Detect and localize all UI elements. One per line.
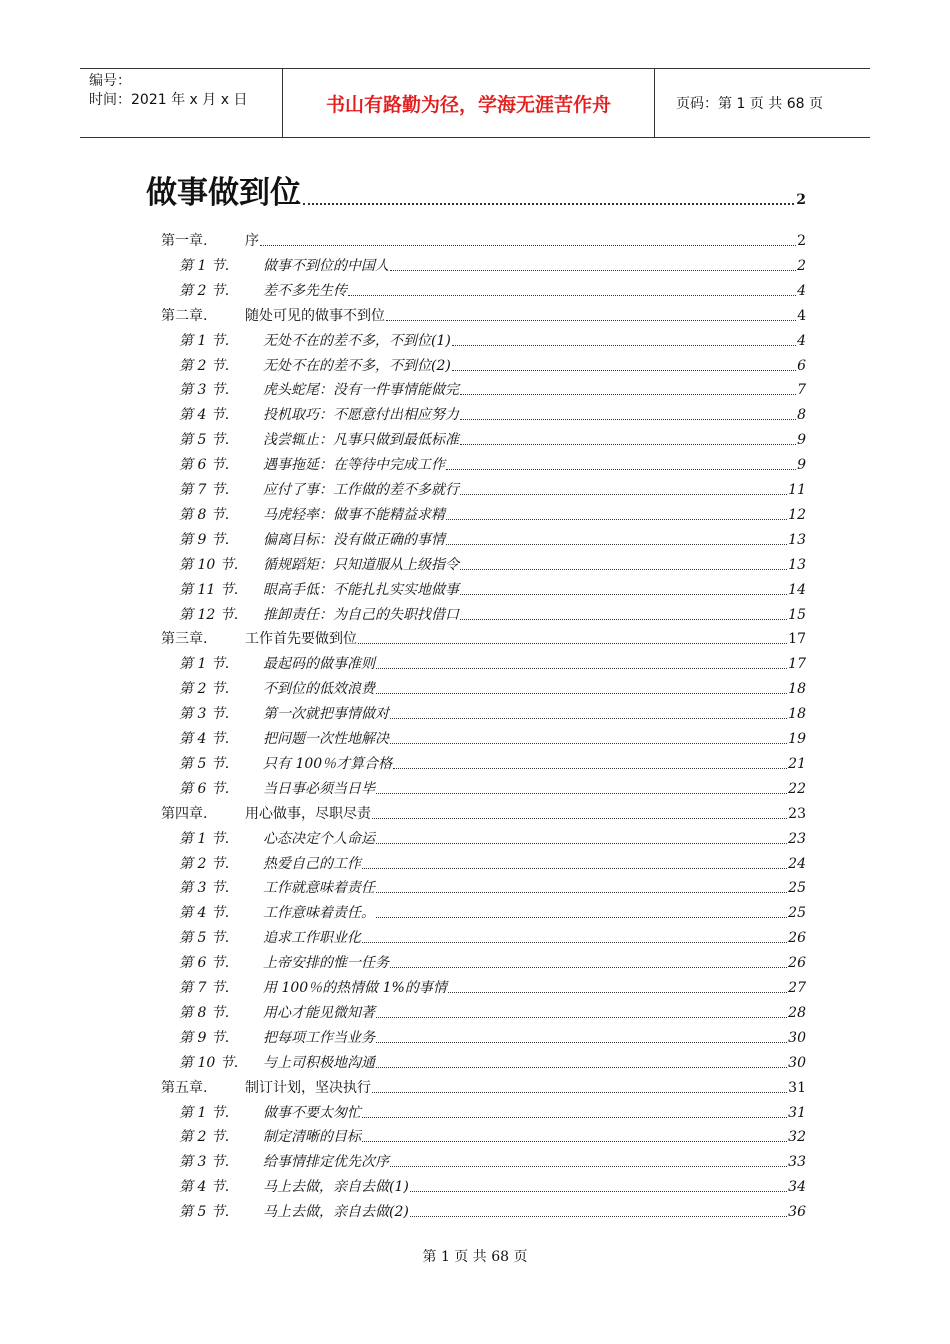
toc-entry-number: 第 6 节. (179, 780, 230, 797)
toc-entry-number: 第 2 节. (179, 681, 230, 698)
toc-entry-page: 15 (788, 606, 806, 623)
toc-section-entry[interactable] (179, 849, 806, 874)
toc-entry-number: 第 1 节. (179, 257, 230, 274)
toc-entry-number: 第 3 节. (179, 1154, 230, 1171)
toc-section-entry[interactable] (179, 500, 806, 525)
toc-section-entry[interactable] (179, 400, 806, 425)
toc-dot-leader (362, 942, 787, 943)
toc-entry-page: 21 (788, 755, 806, 772)
toc-section-entry[interactable] (179, 525, 806, 550)
toc-dot-leader (376, 1017, 787, 1018)
toc-dot-leader (460, 619, 787, 620)
header-page-info (664, 69, 870, 137)
toc-entry-page: 26 (788, 930, 806, 947)
toc-entry-title: 遇事拖延：在等待中完成工作 (263, 457, 445, 474)
toc-dot-leader (376, 917, 787, 918)
toc-dot-leader (390, 1166, 787, 1167)
header-motto: 书山有路勤为径，学海无涯苦作舟 (282, 69, 655, 137)
toc-entry-page: 26 (788, 955, 806, 972)
toc-entry-title: 用心做事，尽职尽责 (245, 805, 371, 822)
toc-entry-page: 12 (788, 506, 806, 523)
toc-entry-number: 第 1 节. (179, 1104, 230, 1121)
toc-entry-page: 11 (788, 482, 806, 498)
toc-section-entry[interactable] (179, 873, 806, 898)
page-info-text: 页码：第 1 页 共 68 页 (676, 96, 823, 112)
toc-section-entry[interactable] (179, 450, 806, 475)
toc-entry-number: 第二章. (161, 307, 208, 324)
toc-entry-page: 14 (788, 581, 806, 598)
toc-dot-leader (376, 892, 787, 893)
page-header (80, 68, 870, 138)
toc-dot-leader (460, 494, 787, 495)
toc-dot-leader (376, 693, 787, 694)
toc-section-entry[interactable] (179, 898, 806, 923)
toc-dot-leader (390, 270, 796, 271)
header-meta (80, 69, 282, 137)
toc-entry-number: 第 4 节. (179, 905, 230, 922)
toc-section-entry[interactable] (179, 276, 806, 301)
toc-dot-leader (348, 295, 796, 296)
toc-entry-page: 34 (788, 1179, 806, 1196)
toc-dot-leader (460, 419, 796, 420)
toc-section-entry[interactable] (179, 824, 806, 849)
toc-entry-page: 30 (788, 1029, 806, 1046)
toc-entry-title: 把问题一次性地解决 (263, 731, 389, 747)
toc-dot-leader (358, 643, 787, 644)
toc-chapter-entry[interactable] (161, 1073, 806, 1098)
toc-dot-leader (376, 793, 787, 794)
toc-entry-page: 28 (788, 1004, 806, 1021)
toc-dot-leader (376, 1067, 787, 1068)
toc-section-entry[interactable] (179, 575, 806, 600)
toc-section-entry[interactable] (179, 600, 806, 625)
toc-entry-title: 给事情排定优先次序 (263, 1154, 389, 1171)
toc-section-entry[interactable] (179, 351, 806, 376)
toc-entry-title: 当日事必须当日毕 (263, 780, 375, 797)
toc-entry-page: 13 (788, 531, 806, 548)
toc-entry-title: 第一次就把事情做对 (263, 706, 389, 723)
toc-entry-number: 第 1 节. (179, 332, 230, 349)
toc-dot-leader (448, 992, 787, 993)
toc-section-entry[interactable] (179, 251, 806, 276)
toc-entry-page: 23 (788, 805, 806, 822)
toc-entry-number: 第 11 节. (179, 581, 239, 598)
toc-entry-title: 循规蹈矩：只知道服从上级指令 (263, 556, 459, 573)
toc-entry-title: 随处可见的做事不到位 (245, 307, 385, 324)
toc-entry-title: 偏离目标：没有做正确的事情 (263, 531, 445, 548)
toc-entry-page: 31 (788, 1104, 806, 1121)
toc-entry-number: 第三章. (161, 631, 208, 648)
toc-entry-page: 9 (797, 457, 806, 474)
toc-dot-leader (372, 818, 787, 819)
toc-entry-title: 心态决定个人命运 (263, 830, 375, 847)
toc-entry-title: 上帝安排的惟一任务 (263, 955, 389, 972)
toc-entry-number: 第 4 节. (179, 407, 230, 424)
toc-section-entry[interactable] (179, 550, 806, 575)
toc-dot-leader (390, 718, 787, 719)
toc-dot-leader (376, 668, 787, 669)
toc-dot-leader (446, 519, 787, 520)
toc-dot-leader (376, 1042, 787, 1043)
toc-entry-page: 32 (788, 1129, 806, 1146)
toc-entry-number: 第 7 节. (179, 980, 230, 996)
toc-entry-page: 23 (788, 830, 806, 847)
toc-dot-leader (452, 370, 796, 371)
toc-entry-page: 9 (797, 432, 806, 449)
toc-dot-leader (362, 1141, 787, 1142)
toc-entry-title: 制订计划，坚决执行 (245, 1079, 371, 1096)
toc-section-entry[interactable] (179, 973, 806, 998)
toc-entry-number: 第 3 节. (179, 706, 230, 723)
toc-chapter-entry[interactable] (161, 799, 806, 824)
toc-entry-page: 25 (788, 905, 806, 922)
date-label: 时间：2021 年 x 月 x 日 (89, 92, 248, 108)
toc-entry-title: 制定清晰的目标 (263, 1129, 361, 1146)
toc-section-entry[interactable] (179, 749, 806, 774)
toc-entry-title: 把每项工作当业务 (263, 1029, 375, 1046)
toc-entry-page: 2 (797, 233, 806, 249)
toc-dot-leader (390, 743, 787, 744)
toc-entry-title: 用心才能见微知著 (263, 1004, 375, 1021)
toc-entry-title: 用 100％的热情做 1%的事情 (263, 980, 447, 996)
toc-section-entry[interactable] (179, 699, 806, 724)
toc-section-entry[interactable] (179, 674, 806, 699)
toc-entry-number: 第 2 节. (179, 855, 230, 872)
toc-section-entry[interactable] (179, 1172, 806, 1197)
toc-entry-number: 第 5 节. (179, 930, 230, 947)
toc-entry-title: 工作首先要做到位 (245, 631, 357, 648)
title-leader (303, 203, 794, 205)
toc-entry-number: 第 10 节. (179, 556, 239, 573)
toc-section-entry[interactable] (179, 375, 806, 400)
toc-dot-leader (386, 320, 796, 321)
toc-dot-leader (362, 1117, 787, 1118)
toc-section-entry[interactable] (179, 948, 806, 973)
toc-section-entry[interactable] (179, 724, 806, 749)
toc-entry-number: 第 4 节. (179, 731, 230, 747)
toc-entry-title: 浅尝辄止：凡事只做到最低标准 (263, 432, 459, 449)
toc-entry-number: 第 10 节. (179, 1054, 239, 1071)
toc-entry-title: 不到位的低效浪费 (263, 681, 375, 698)
toc-entry-title: 推卸责任：为自己的失职找借口 (263, 606, 459, 623)
toc-entry-title: 无处不在的差不多，不到位(1) (263, 332, 451, 349)
toc-entry-page: 4 (797, 332, 806, 349)
toc-entry-page: 17 (788, 631, 806, 648)
toc-entry-page: 2 (797, 257, 806, 274)
toc-dot-leader (260, 245, 796, 246)
title-page-number: 2 (796, 192, 806, 208)
toc-entry-title: 马上去做，亲自去做(1) (263, 1179, 409, 1196)
toc-entry-title: 马虎轻率：做事不能精益求精 (263, 506, 445, 523)
toc-entry-page: 7 (797, 382, 806, 399)
toc-entry-title: 虎头蛇尾：没有一件事情能做完 (263, 382, 459, 399)
toc-section-entry[interactable] (179, 1098, 806, 1123)
toc-section-entry[interactable] (179, 425, 806, 450)
toc-entry-number: 第 8 节. (179, 1004, 230, 1021)
toc-entry-page: 17 (788, 656, 806, 673)
toc-entry-number: 第 12 节. (179, 606, 239, 623)
toc-section-entry[interactable] (179, 998, 806, 1023)
toc-entry-number: 第 6 节. (179, 955, 230, 972)
toc-section-entry[interactable] (179, 1023, 806, 1048)
toc-entry-page: 19 (788, 731, 806, 747)
toc-entry-title: 热爱自己的工作 (263, 855, 361, 872)
toc-entry-number: 第 1 节. (179, 656, 230, 673)
toc-dot-leader (460, 594, 787, 595)
toc-entry-title: 工作意味着责任。 (263, 905, 375, 922)
toc-entry-page: 25 (788, 880, 806, 897)
toc-entry-number: 第五章. (161, 1079, 208, 1096)
toc-entry-number: 第 2 节. (179, 1129, 230, 1146)
toc-entry-page: 36 (788, 1204, 806, 1221)
toc-entry-page: 30 (788, 1054, 806, 1071)
toc-entry-number: 第 2 节. (179, 357, 230, 374)
toc-entry-number: 第一章. (161, 233, 208, 249)
toc-entry-number: 第 8 节. (179, 506, 230, 523)
toc-entry-number: 第四章. (161, 805, 208, 822)
toc-entry-title: 序 (245, 233, 259, 249)
toc-entry-number: 第 3 节. (179, 382, 230, 399)
toc-entry-number: 第 5 节. (179, 755, 230, 772)
toc-entry-title: 做事不要太匆忙 (263, 1104, 361, 1121)
toc-entry-page: 27 (788, 980, 806, 996)
toc-entry-page: 33 (788, 1154, 806, 1171)
toc-entry-number: 第 1 节. (179, 830, 230, 847)
number-label: 编号： (89, 73, 131, 89)
document-title: 做事做到位 (146, 175, 301, 211)
toc-dot-leader (460, 394, 796, 395)
toc-entry-number: 第 3 节. (179, 880, 230, 897)
toc-section-entry[interactable] (179, 1122, 806, 1147)
toc-entry-page: 18 (788, 706, 806, 723)
toc-section-entry[interactable] (179, 923, 806, 948)
toc-entry-title: 只有 100％才算合格 (263, 755, 393, 772)
toc-section-entry[interactable] (179, 649, 806, 674)
page-footer: 第 1 页 共 68 页 (422, 1249, 528, 1265)
toc-entry-number: 第 4 节. (179, 1179, 230, 1196)
toc-entry-title: 投机取巧：不愿意付出相应努力 (263, 407, 459, 424)
toc-entry-page: 24 (788, 855, 806, 872)
toc-dot-leader (452, 345, 796, 346)
toc-entry-title: 追求工作职业化 (263, 930, 361, 947)
toc-dot-leader (362, 868, 787, 869)
toc-entry-number: 第 5 节. (179, 1204, 230, 1221)
toc-section-entry[interactable] (179, 326, 806, 351)
toc-entry-title: 马上去做，亲自去做(2) (263, 1204, 409, 1221)
toc-entry-page: 22 (788, 780, 806, 797)
toc-entry-page: 4 (797, 282, 806, 299)
toc-chapter-entry[interactable] (161, 301, 806, 326)
toc-entry-title: 眼高手低：不能扎扎实实地做事 (263, 581, 459, 598)
toc-section-entry[interactable] (179, 1048, 806, 1073)
toc-section-entry[interactable] (179, 1197, 806, 1222)
toc-section-entry[interactable] (179, 475, 806, 500)
toc-dot-leader (410, 1191, 787, 1192)
toc-entry-page: 8 (797, 407, 806, 424)
toc-dot-leader (460, 444, 796, 445)
toc-entry-number: 第 6 节. (179, 457, 230, 474)
toc-entry-page: 18 (788, 681, 806, 698)
toc-entry-title: 无处不在的差不多，不到位(2) (263, 357, 451, 374)
toc-dot-leader (372, 1092, 787, 1093)
toc-title-row (146, 172, 806, 212)
toc-section-entry[interactable] (179, 774, 806, 799)
toc-entry-number: 第 5 节. (179, 432, 230, 449)
toc-dot-leader (410, 1216, 787, 1217)
toc-dot-leader (460, 569, 787, 570)
toc-dot-leader (446, 469, 796, 470)
toc-entry-number: 第 7 节. (179, 482, 230, 498)
toc-dot-leader (446, 544, 787, 545)
toc-entry-page: 4 (797, 307, 806, 324)
toc-entry-page: 6 (797, 357, 806, 374)
toc-entry-title: 做事不到位的中国人 (263, 257, 389, 274)
toc-entry-title: 差不多先生传 (263, 282, 347, 299)
toc-chapter-entry[interactable] (161, 624, 806, 649)
toc-entry-number: 第 9 节. (179, 531, 230, 548)
toc-dot-leader (393, 768, 787, 769)
toc-chapter-entry[interactable] (161, 226, 806, 251)
toc-entry-number: 第 2 节. (179, 282, 230, 299)
toc-entry-title: 应付了事：工作做的差不多就行 (263, 482, 459, 498)
toc-section-entry[interactable] (179, 1147, 806, 1172)
toc-entry-page: 13 (788, 556, 806, 573)
toc-entry-title: 最起码的做事准则 (263, 656, 375, 673)
toc-entry-number: 第 9 节. (179, 1029, 230, 1046)
toc-entry-page: 31 (788, 1079, 806, 1096)
toc-entry-title: 工作就意味着责任 (263, 880, 375, 897)
toc-entry-title: 与上司积极地沟通 (263, 1054, 375, 1071)
toc-dot-leader (376, 843, 787, 844)
toc-dot-leader (390, 967, 787, 968)
